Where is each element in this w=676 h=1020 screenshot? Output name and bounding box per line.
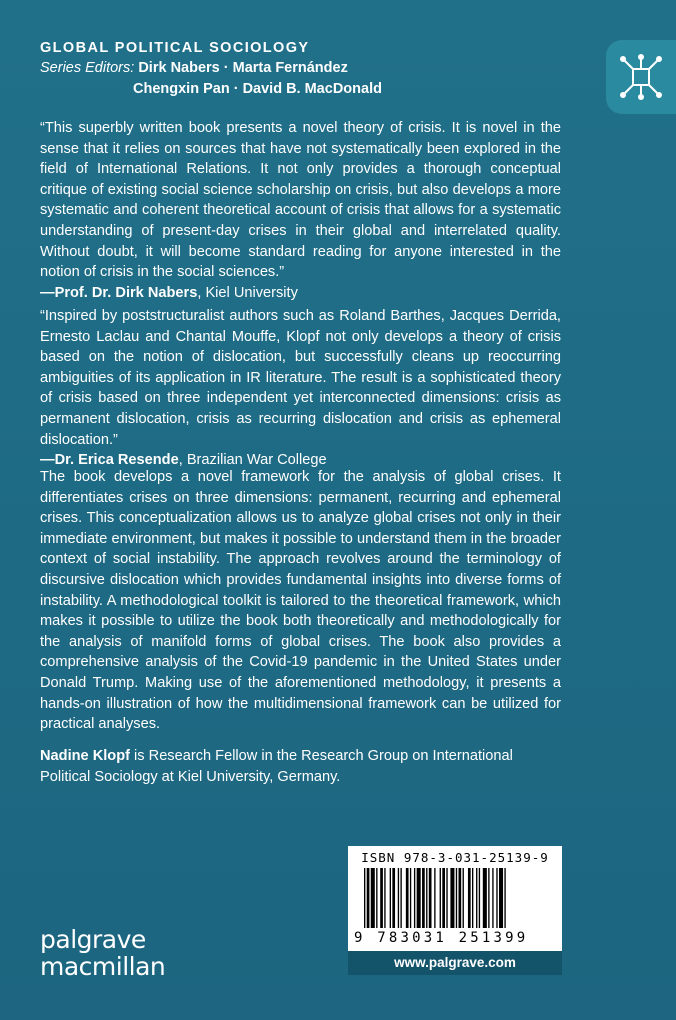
- barcode-bars: [364, 868, 554, 928]
- barcode-bar: [422, 868, 425, 928]
- barcode-bar: [364, 868, 365, 928]
- endorsement-1-attribution: [40, 283, 561, 304]
- barcode: [348, 846, 562, 951]
- barcode-bar: [410, 868, 411, 928]
- barcode-bar: [384, 868, 385, 928]
- editors-label: Series Editors:: [40, 60, 135, 76]
- editors-line-2: Chengxin Pan · David B. MacDonald: [133, 81, 382, 97]
- endorsement-1-author: —Prof. Dr. Dirk Nabers: [40, 284, 198, 301]
- barcode-bar: [472, 868, 473, 928]
- barcode-bar: [463, 868, 464, 928]
- barcode-bar: [392, 868, 395, 928]
- barcode-bar: [414, 868, 415, 928]
- endorsement-1: [40, 118, 561, 303]
- barcode-bar: [426, 868, 427, 928]
- barcode-digits: 9 783031 251399: [354, 930, 529, 946]
- network-icon: [618, 53, 664, 101]
- barcode-bar: [479, 868, 480, 928]
- publisher-logo: [40, 926, 165, 980]
- barcode-bar: [400, 868, 401, 928]
- barcode-bar: [367, 868, 370, 928]
- barcode-bar: [456, 868, 457, 928]
- series-editors: [40, 58, 580, 100]
- barcode-bar: [496, 868, 497, 928]
- book-description: [40, 467, 561, 735]
- barcode-bar: [476, 868, 477, 928]
- book-description-text: The book develops a novel framework for the analysis of global crises. It differentiates crises on three dimensions: permanent, recurring and ephemeral crises. This conceptualization allows us to analyze global crises not only in their immediate environment, but makes it possible to understand them in the broader context of social instability. The approach revolves around the terminology of discursive dislocation which provides fundamental insights into diverse forms of instability. A methodological toolkit is tailored to the theoretical framework, which makes it possible to utilize the book both theoretically and methodologically for the analysis of manifold forms of global crises. The book also provides a comprehensive analysis of the Covid-19 pandemic in the United States under Donald Trump. Making use of the aforementioned methodology, it presents a hands-on illustration of how the multidimensional framework can be utilized for practical analyses.: [40, 469, 561, 733]
- isbn-label: ISBN 978-3-031-25139-9: [361, 850, 549, 865]
- barcode-bar: [468, 868, 471, 928]
- series-title: GLOBAL POLITICAL SOCIOLOGY: [40, 40, 310, 56]
- barcode-bar: [483, 868, 487, 928]
- barcode-bar: [504, 868, 505, 928]
- endorsement-2: [40, 306, 561, 471]
- endorsement-1-affiliation: , Kiel University: [197, 284, 298, 301]
- barcode-bar: [376, 868, 377, 928]
- barcode-bar: [380, 868, 383, 928]
- barcode-bar: [459, 868, 462, 928]
- author-bio: [40, 746, 561, 787]
- barcode-bar: [371, 868, 375, 928]
- barcode-bar: [488, 868, 489, 928]
- barcode-bar: [417, 868, 421, 928]
- endorsement-2-affiliation: , Brazilian War College: [178, 452, 327, 469]
- publisher-logo-line-2: macmillan: [40, 952, 166, 981]
- publisher-website: www.palgrave.com: [348, 951, 562, 975]
- barcode-bar: [442, 868, 445, 928]
- publisher-logo-line-1: palgrave: [40, 925, 146, 954]
- barcode-bar: [406, 868, 409, 928]
- barcode-bar: [398, 868, 399, 928]
- barcode-bar: [440, 868, 441, 928]
- author-bio-body: is Research Fellow in the Research Group on International Political Sociology at Kiel University, Germany.: [40, 748, 513, 785]
- author-name: Nadine Klopf: [40, 748, 130, 764]
- series-block: [40, 38, 580, 100]
- author-bio-text: [40, 746, 561, 787]
- series-logo-tab: [606, 40, 676, 114]
- barcode-bar: [429, 868, 432, 928]
- barcode-bar: [434, 868, 435, 928]
- barcode-bar: [499, 868, 503, 928]
- barcode-bar: [446, 868, 447, 928]
- barcode-bar: [492, 868, 493, 928]
- endorsement-2-author: —Dr. Erica Resende: [40, 452, 179, 469]
- editors-line-1: Dirk Nabers · Marta Fernández: [138, 60, 348, 76]
- barcode-bar: [390, 868, 391, 928]
- endorsement-1-text: “This superbly written book presents a novel theory of crisis. It is novel in the sense that it relies on sources that have not systematically been explored in the field of International Relations. It not only provides a thorough conceptual critique of existing social science scholarship on crisis, but also develops a more systematic and coherent theoretical account of crisis that allows for a systematic understanding of present-day crises in their global and interrelated quality. Without doubt, it will become standard reading for anyone interested in the notion of crisis in the social sciences.”: [40, 120, 561, 281]
- endorsement-2-text: “Inspired by poststructuralist authors such as Roland Barthes, Jacques Derrida, Ernesto Laclau and Chantal Mouffe, Klopf not only develops a theory of crisis based on the notion of dislocation, but successfully cleans up reoccurring ambiguities of its application in IR literature. The result is a sophisticated theory of crisis based on three independent yet interconnected dimensions: crisis as permanent dislocation, crisis as recurring dislocation and crisis as ephemeral dislocation.”: [40, 308, 561, 448]
- barcode-bar: [450, 868, 454, 928]
